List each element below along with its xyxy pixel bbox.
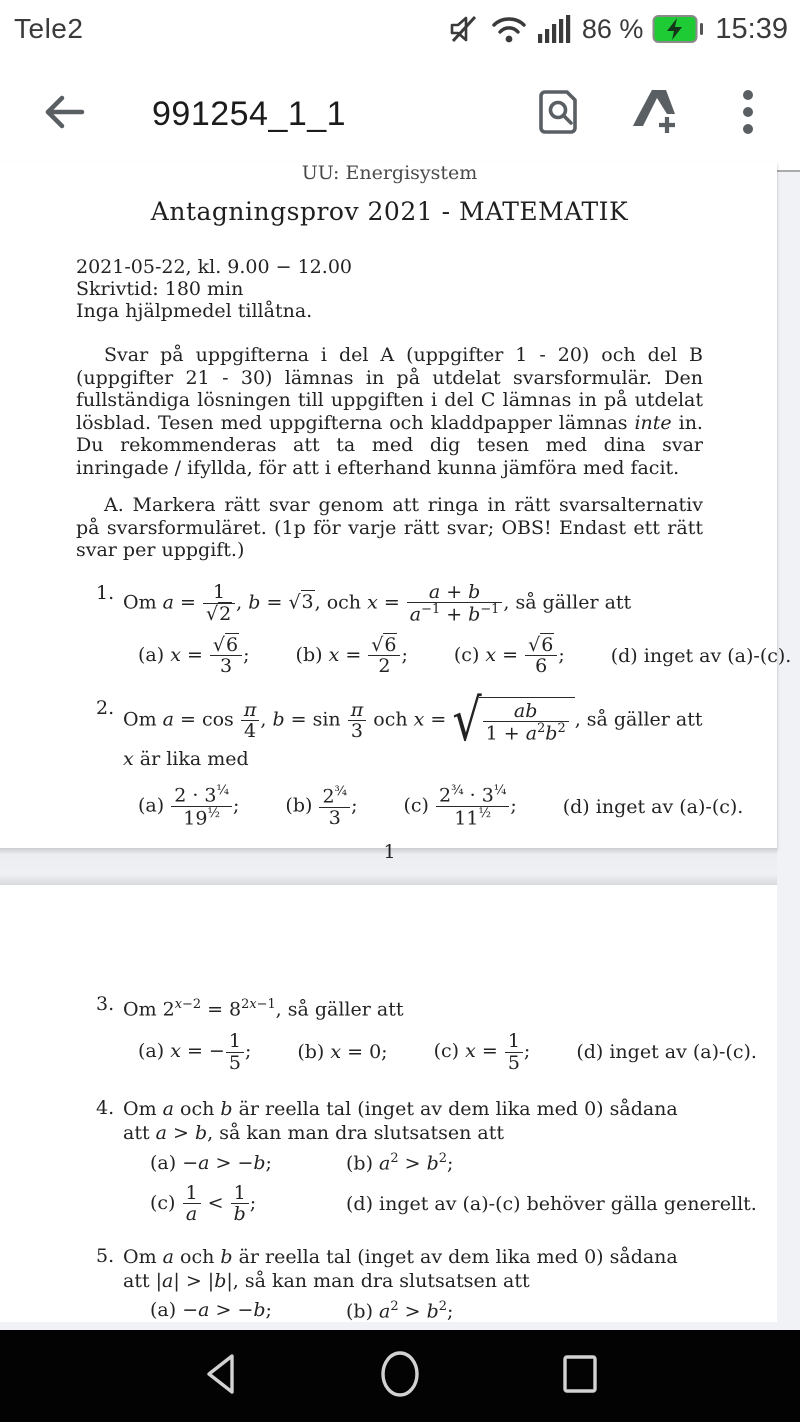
battery-percent-label: 86 % [581, 13, 644, 44]
problem-2-statement: Om a = cos $\frac{\pi}{4}$ , b = sin $\frac{\pi}{3}$ och x = √ $\frac{ab}{1 + a^2b^2}$ , så gäller att x är lika med [123, 686, 703, 771]
exam-info-block [76, 256, 703, 322]
pdf-page-2 [0, 885, 777, 1322]
find-in-document-button[interactable] [534, 88, 586, 140]
problem-3-statement: Om $2^{x-2} = 8^{2x-1}$, så gäller att [123, 997, 404, 1021]
add-to-drive-button[interactable] [628, 88, 680, 140]
recents-square-icon [561, 1353, 599, 1400]
document-title: 991254_1_1 [152, 94, 347, 133]
overflow-menu-icon [742, 89, 754, 140]
exam-date-line: 2021-05-22, kl. 9.00 − 12.00 [76, 256, 352, 278]
option-c: (c) $\frac{2^{\frac{3}{4}} \cdot 3^{\frac{1}{4}}}{11^{\frac{1}{2}}}$ ; [403, 783, 517, 830]
problem-2 [96, 686, 703, 774]
problem-1 [96, 582, 703, 625]
option-b: (b) x = 0; [297, 1041, 388, 1064]
option-c: (c) x = $\frac{1}{5}$ ; [433, 1030, 531, 1074]
back-arrow-icon [42, 92, 86, 137]
problem-4-options [150, 1151, 757, 1226]
option-d: (d) inget av (a)-(c) behöver gälla generellt. [346, 1192, 757, 1215]
problem-4-number: 4. [96, 1097, 115, 1120]
pdf-page-1 [0, 162, 792, 863]
nav-recents-button[interactable] [550, 1346, 610, 1406]
exam-duration-line: Skrivtid: 180 min [76, 278, 244, 300]
problem-1-number: 1. [96, 581, 115, 604]
problem-1-options [138, 633, 792, 678]
problem-2-number: 2. [96, 696, 115, 719]
option-a: (a) x = − $\frac{1}{5}$ ; [138, 1030, 252, 1074]
problem-5 [96, 1245, 703, 1293]
problem-3-number: 3. [96, 993, 115, 1015]
home-circle-icon [379, 1349, 421, 1404]
option-d: (d) inget av (a)-(c). [576, 1041, 757, 1064]
option-d: (d) inget av (a)-(c). [610, 644, 792, 667]
problem-2-options [138, 783, 744, 830]
problem-5-statement: Om a och b är reella tal (inget av dem lika med 0) sådana att |a| > |b|, så kan man dra slutsatsen att [123, 1245, 678, 1292]
problem-4 [96, 1097, 703, 1145]
option-d: (d) inget av (a)-(c). [562, 795, 744, 818]
app-toolbar [0, 58, 800, 170]
problem-4-statement: Om a och b är reella tal (inget av dem lika med 0) sådana att a > b, så kan man dra slutsatsen att [123, 1098, 678, 1145]
option-c: (c) $\frac{1}{a}$ < $\frac{1}{b}$ ; [150, 1181, 257, 1226]
back-button[interactable] [38, 88, 90, 140]
section-a-paragraph: A. Markera rätt svar genom att ringa in rätt svarsalternativ på svarsformuläret. (1p för varje rätt svar; OBS! Endast ett rätt svar per uppgift.) [76, 494, 703, 561]
document-scroll-area[interactable] [0, 162, 800, 1332]
option-b: (b) $a^2 > b^2$; [346, 1151, 454, 1175]
option-b: (b) $\frac{2^{\frac{3}{4}}}{3}$ ; [285, 783, 358, 829]
battery-charging-icon [652, 14, 704, 44]
add-to-drive-icon [629, 88, 679, 141]
find-in-document-icon [539, 88, 581, 141]
status-icons [447, 12, 788, 46]
problem-5-number: 5. [96, 1244, 115, 1267]
signal-icon [537, 13, 573, 45]
problem-1-statement: Om a = $\frac{1}{√2}$ , b = √3, och x = $\frac{a + b}{a^{-1} + b^{-1}}$ , så gäller att [123, 580, 632, 626]
wifi-icon [490, 13, 528, 45]
overflow-menu-button[interactable] [722, 88, 774, 140]
page-number: 1 [383, 840, 396, 863]
status-bar [0, 0, 800, 58]
exam-title: Antagningsprov 2021 - MATEMATIK [150, 197, 629, 226]
clock-label: 15:39 [715, 12, 788, 45]
carrier-label: Tele2 [14, 13, 84, 44]
exam-aids-line: Inga hjälpmedel tillåtna. [76, 300, 313, 322]
mute-icon [447, 12, 481, 46]
option-a: (a) −a > −b; [150, 1152, 272, 1175]
option-a: (a) $\frac{2 \cdot 3^{\frac{1}{4}}}{19^{\frac{1}{2}}}$ ; [138, 783, 240, 830]
nav-back-button[interactable] [190, 1346, 250, 1406]
intro-paragraph: Svar på uppgifterna i del A (uppgifter 1 - 20) och del B (uppgifter 21 - 30) lämnas in på utdelat svarsformulär. Den fullständiga lösningen till uppgiften i del C lämnas in på utdelat lösblad. Tesen med uppgifterna och kladdpapper lämnas inte in. Du rekommenderas att ta med dig tesen med dina svar inringade / ifyllda, för att i efterhand kunna jämföra med facit. [76, 344, 703, 479]
toolbar-actions [534, 88, 774, 140]
option-b: (b) $a^2 > b^2$; [346, 1298, 454, 1323]
page-header-cut-text: UU: Energisystem [301, 162, 478, 184]
android-nav-bar [0, 1330, 800, 1422]
option-b: (b) x = $\frac{√6}{2}$ ; [295, 633, 408, 678]
option-a: (a) −a > −b; [150, 1299, 272, 1322]
option-a: (a) x = $\frac{√6}{3}$ ; [138, 633, 250, 678]
option-c: (c) x = $\frac{√6}{6}$ ; [453, 633, 565, 678]
back-triangle-icon [205, 1352, 235, 1401]
nav-home-button[interactable] [370, 1346, 430, 1406]
problem-3-options [138, 1030, 757, 1074]
problem-3 [96, 993, 703, 1021]
